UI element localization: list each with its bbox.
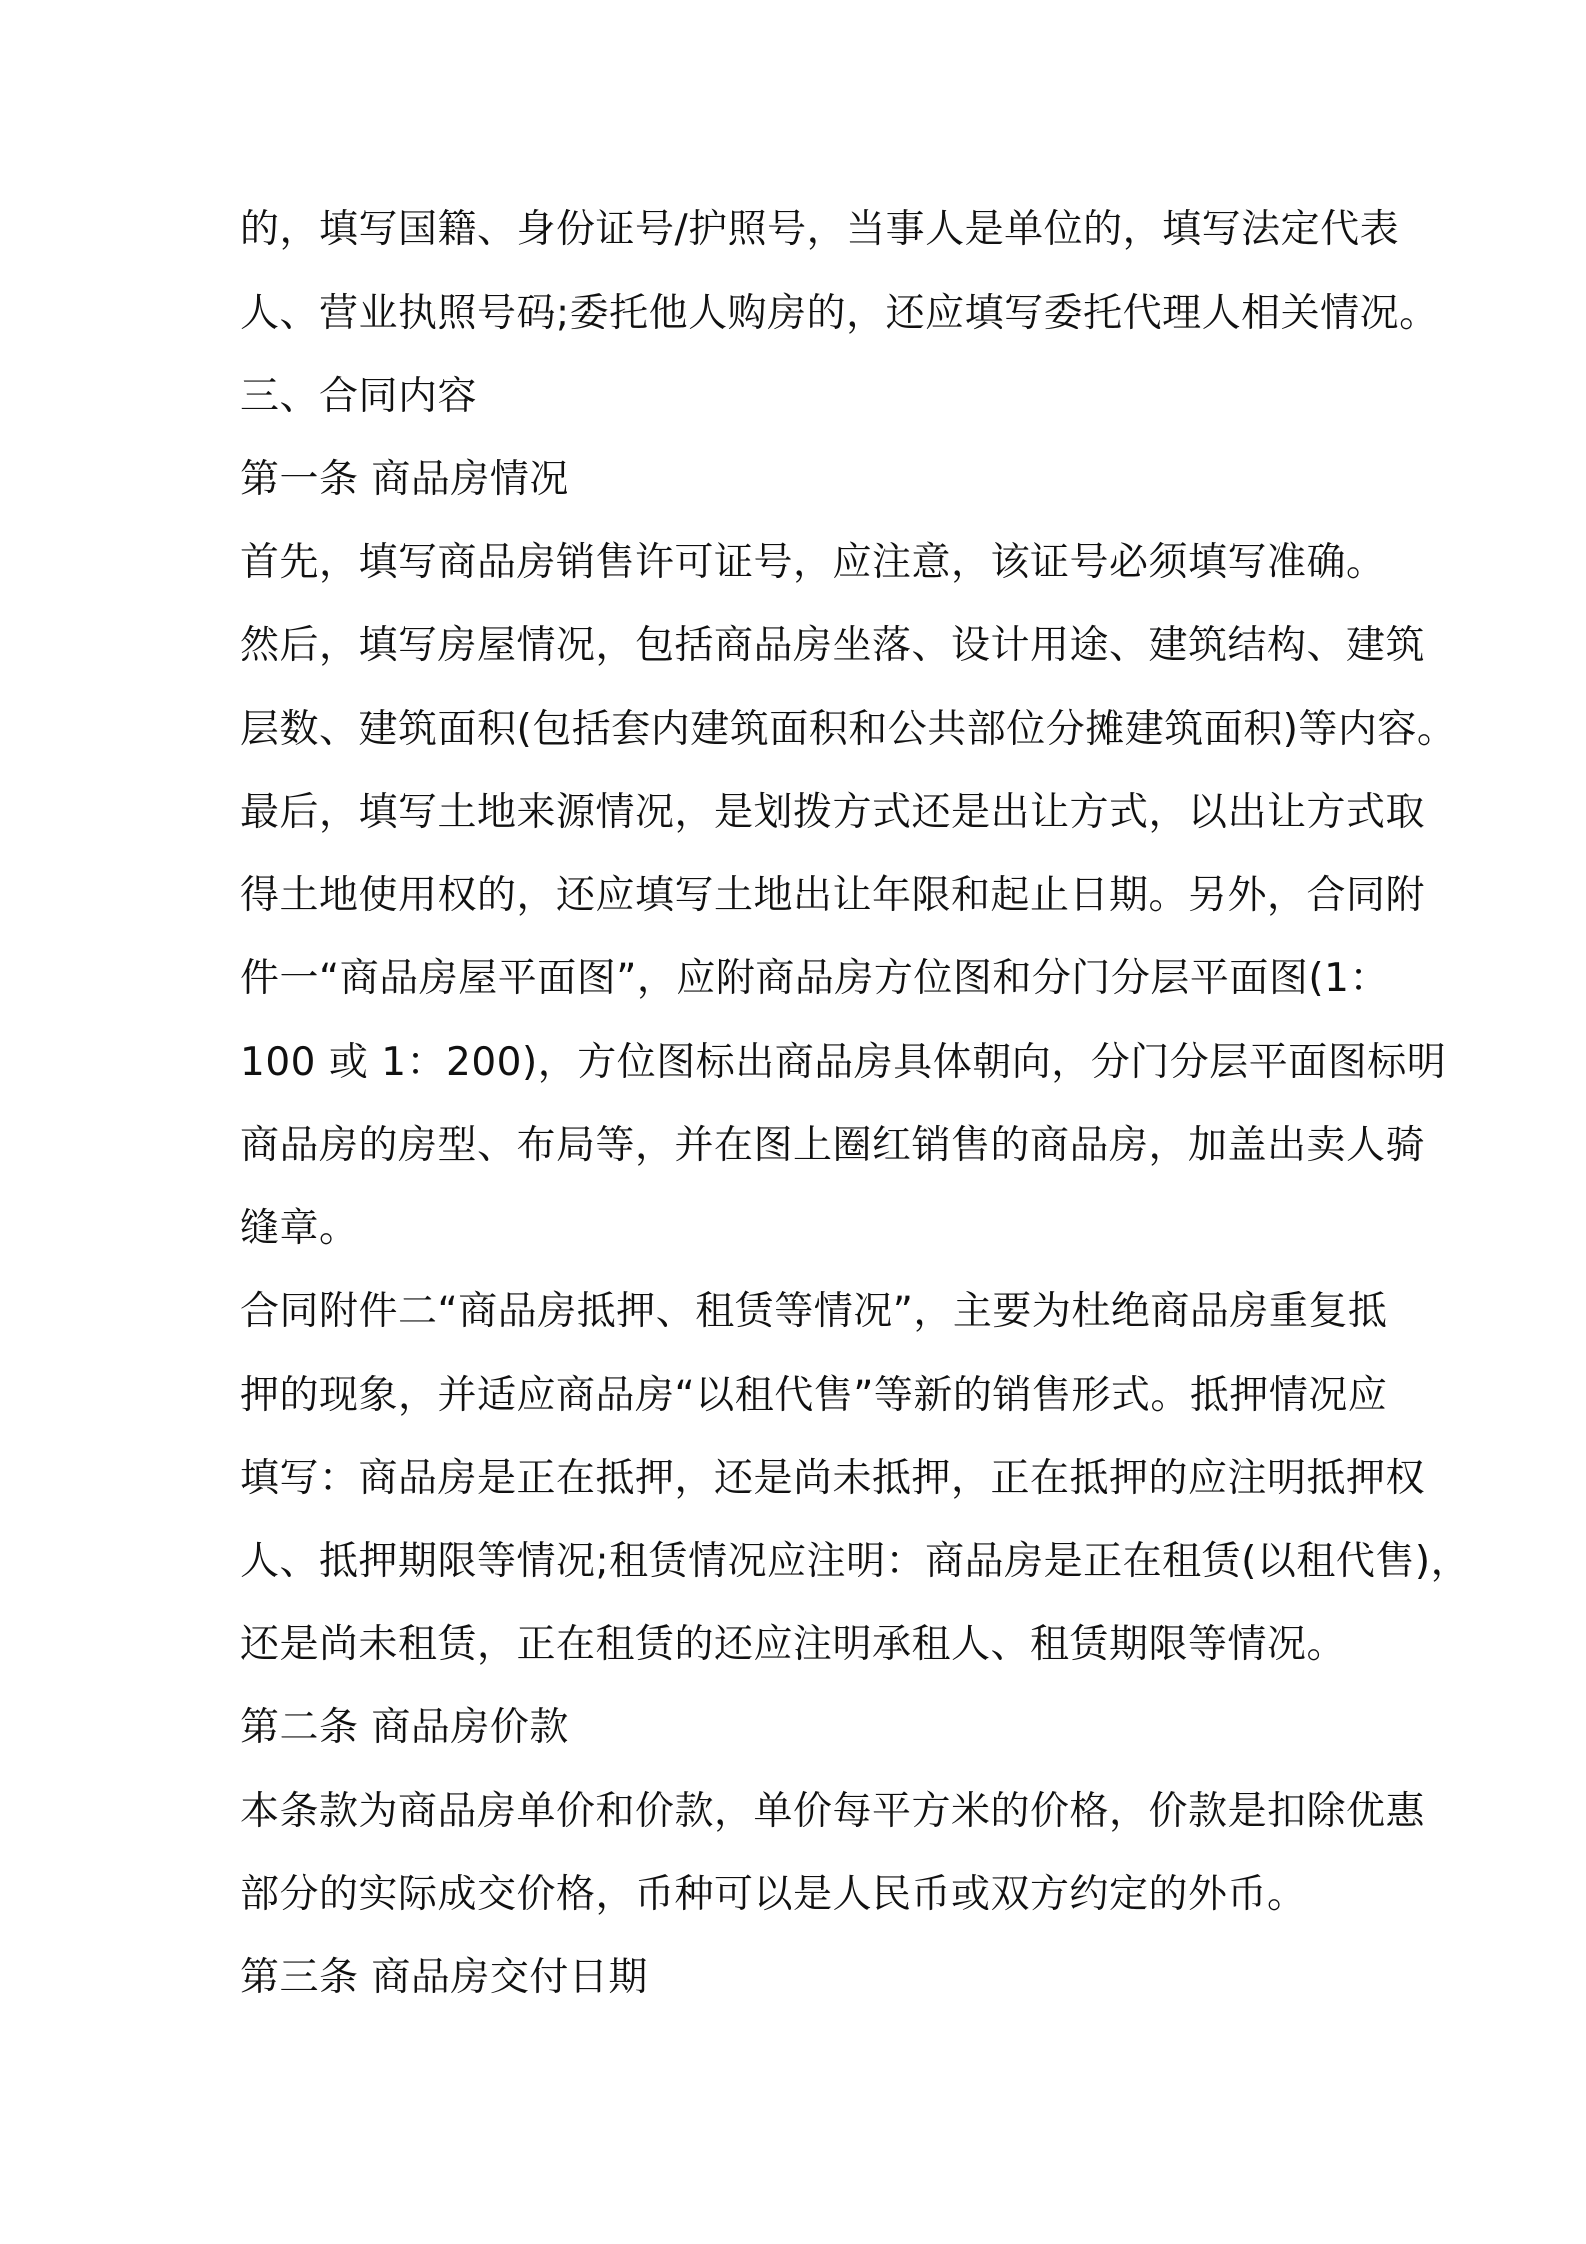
text-line: 填写：商品房是正在抵押，还是尚未抵押，正在抵押的应注明抵押权 (240, 1456, 1426, 1501)
text-line: 商品房的房型、布局等，并在图上圈红销售的商品房，加盖出卖人骑 (240, 1123, 1426, 1168)
article-heading: 第三条 商品房交付日期 (240, 1955, 648, 2000)
text-line: 最后，填写土地来源情况，是划拨方式还是出让方式，以出让方式取 (240, 790, 1426, 835)
text-line: 的，填写国籍、身份证号/护照号，当事人是单位的，填写法定代表 (240, 207, 1400, 252)
text-line: 合同附件二“商品房抵押、租赁等情况”，主要为杜绝商品房重复抵 (240, 1289, 1388, 1334)
text-line: 然后，填写房屋情况，包括商品房坐落、设计用途、建筑结构、建筑 (240, 623, 1426, 668)
text-line: 件一“商品房屋平面图”，应附商品房方位图和分门分层平面图(1： (240, 956, 1389, 1001)
text-line: 本条款为商品房单价和价款，单价每平方米的价格，价款是扣除优惠 (240, 1789, 1426, 1834)
text-line: 部分的实际成交价格，币种可以是人民币或双方约定的外币。 (240, 1872, 1307, 1917)
text-line: 100 或 1：200)，方位图标出商品房具体朝向，分门分层平面图标明 (240, 1040, 1447, 1085)
text-line: 层数、建筑面积(包括套内建筑面积和公共部位分摊建筑面积)等内容。 (240, 707, 1457, 752)
text-line: 得土地使用权的，还应填写土地出让年限和起止日期。另外，合同附 (240, 873, 1426, 918)
text-line: 人、抵押期限等情况;租赁情况应注明：商品房是正在租赁(以租代售)， (240, 1539, 1471, 1584)
text-line: 首先，填写商品房销售许可证号，应注意，该证号必须填写准确。 (240, 540, 1386, 585)
text-line: 押的现象，并适应商品房“以租代售”等新的销售形式。抵押情况应 (240, 1373, 1388, 1418)
text-line: 还是尚未租赁，正在租赁的还应注明承租人、租赁期限等情况。 (240, 1622, 1347, 1667)
article-heading: 第一条 商品房情况 (240, 457, 569, 502)
article-heading: 第二条 商品房价款 (240, 1705, 569, 1750)
text-line: 人、营业执照号码;委托他人购房的，还应填写委托代理人相关情况。 (240, 291, 1439, 336)
text-line: 缝章。 (240, 1206, 359, 1251)
section-heading: 三、合同内容 (240, 374, 478, 419)
